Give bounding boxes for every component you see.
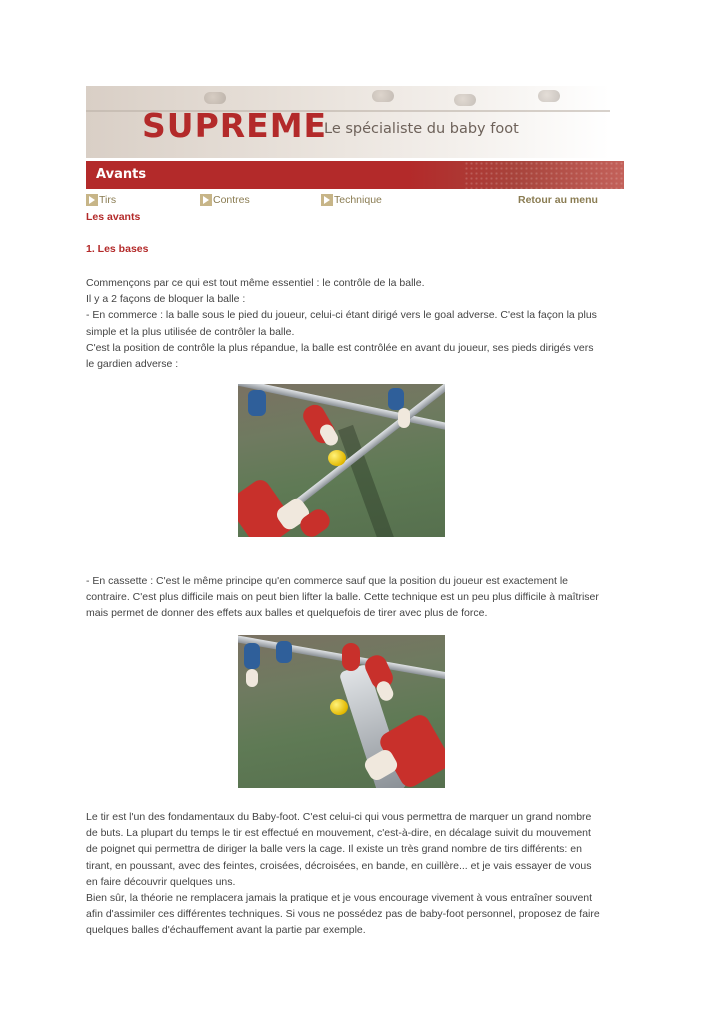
intro-paragraph: [86, 275, 606, 372]
text-line: de poignet qui permettra de diriger la balle vers la cage. Il existe un très grand nombre de tirs différents: en: [86, 843, 582, 856]
text-line: Bien sûr, la théorie ne remplacera jamais la pratique et je vous encourage vivement à vous entraîner souvent: [86, 892, 593, 905]
header-banner: [86, 86, 610, 158]
section-title: Avants: [96, 167, 147, 182]
banner-player-decoration: [538, 90, 560, 102]
nav-link-label: Contres: [213, 194, 250, 206]
banner-player-decoration: [204, 92, 226, 104]
section-title-bar: [86, 161, 624, 189]
text-line: de buts. La plupart du temps le tir est effectué en mouvement, c'est-à-dire, en décalage suivit du mouvement: [86, 827, 591, 840]
nav-link-label: Tirs: [99, 194, 117, 206]
text-line: Il y a 2 façons de bloquer la balle :: [86, 293, 246, 306]
text-line: - En commerce : la balle sous le pied du joueur, celui-ci étant dirigé vers le goal adverse. C'est la façon la plus: [86, 309, 597, 322]
text-line: afin d'assimiler ces différentes techniques. Si vous ne possédez pas de baby-foot personnel, proposez de faire: [86, 908, 600, 921]
text-line: Le tir est l'un des fondamentaux du Baby-foot. C'est celui-ci qui vous permettra de marquer un grand nombre: [86, 811, 592, 823]
foosball-photo-commerce: [238, 384, 445, 537]
brand-logo-text: SUPREME: [142, 106, 328, 145]
arrow-right-icon: [86, 194, 98, 206]
section-bar-texture: [464, 161, 624, 189]
text-line: Commençons par ce qui est tout même essentiel : le contrôle de la balle.: [86, 277, 425, 289]
nav-link-tirs[interactable]: [86, 193, 116, 207]
text-line: le gardien adverse :: [86, 358, 179, 371]
text-line: mais permet de donner des effets aux balles et quelquefois de tirer avec plus de force.: [86, 607, 488, 620]
tir-paragraph: [86, 809, 606, 939]
banner-player-decoration: [454, 94, 476, 106]
arrow-right-icon: [321, 194, 333, 206]
page-heading: Les avants: [86, 211, 141, 223]
text-line: - En cassette : C'est le même principe qu'en commerce sauf que la position du joueur est exactement le: [86, 575, 569, 587]
back-to-menu-link[interactable]: Retour au menu: [518, 194, 598, 206]
subheading-les-bases: 1. Les bases: [86, 243, 149, 255]
brand-tagline: Le spécialiste du baby foot: [324, 121, 519, 137]
foosball-photo-cassette: [238, 635, 445, 788]
text-line: simple et la plus utilisée de contrôler la balle.: [86, 325, 295, 338]
nav-link-contres[interactable]: [200, 193, 250, 207]
text-line: en faire découvrir quelques uns.: [86, 875, 236, 888]
cassette-paragraph: [86, 573, 606, 622]
text-line: tirant, en poussant, avec des feintes, croisées, décroisées, en bande, en cuillère... et je vais essayer de vous: [86, 859, 592, 872]
nav-link-label: Technique: [334, 194, 382, 206]
text-line: contraire. C'est plus difficile mais on peut bien lifter la balle. Cette technique est un peu plus difficile à maîtriser: [86, 591, 599, 604]
arrow-right-icon: [200, 194, 212, 206]
text-line: quelques balles d'échauffement avant la partie par exemple.: [86, 924, 366, 937]
banner-player-decoration: [372, 90, 394, 102]
nav-link-technique[interactable]: [321, 193, 382, 207]
text-line: C'est la position de contrôle la plus répandue, la balle est contrôlée en avant du joueur, ses pieds dirigés vers: [86, 341, 594, 354]
